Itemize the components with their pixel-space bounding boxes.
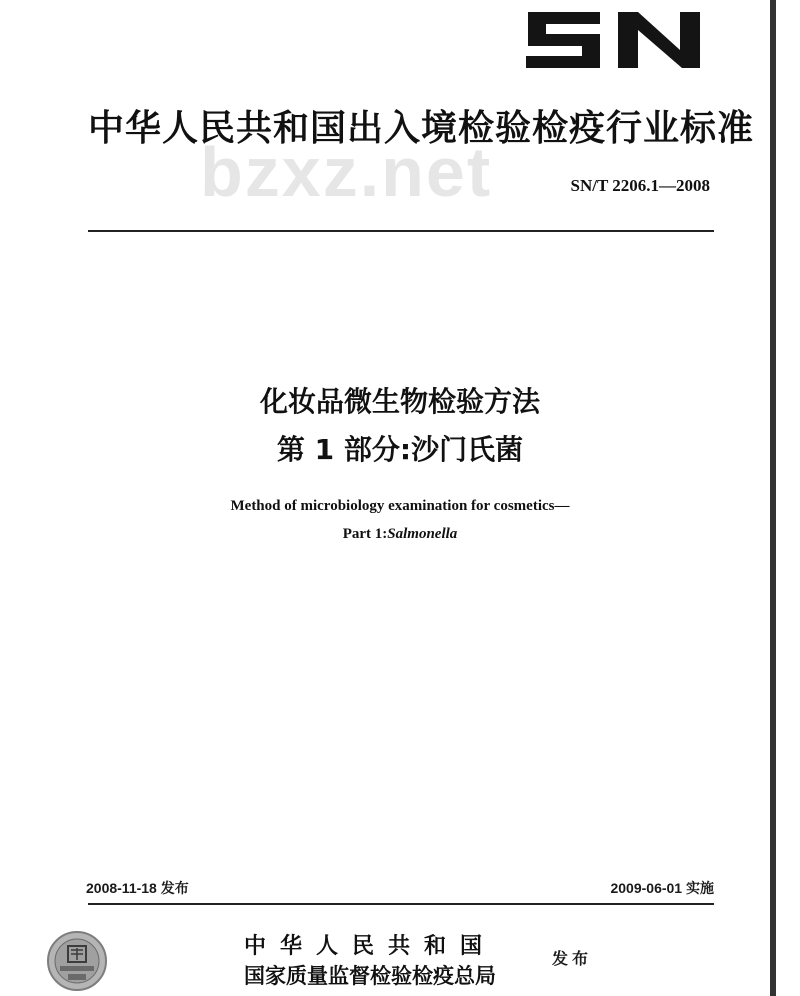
english-title-line-1: Method of microbiology examination for cosmetics—	[230, 498, 570, 514]
standard-number: SN/T 2206.1—2008	[570, 176, 710, 195]
english-title-line-2	[100, 520, 700, 548]
sn-logo	[520, 6, 710, 72]
sn-logo-icon	[520, 6, 710, 72]
english-title-organism: Salmonella	[387, 526, 458, 542]
implementation-date: 2009-06-01 实施	[610, 880, 714, 896]
issuing-authority	[200, 932, 540, 990]
chinese-title-line-2: 第 1 部分:沙门氏菌	[276, 433, 524, 466]
watermark: bzxz.net	[200, 133, 493, 211]
issue-date: 2008-11-18 发布	[86, 880, 189, 896]
english-title	[100, 492, 700, 548]
english-title-part: Part 1:	[342, 526, 388, 542]
issued-label: 发布	[552, 949, 593, 968]
issuer-line-1: 中华人民共和国	[243, 934, 496, 959]
chinese-title	[100, 378, 700, 474]
chinese-title-line-1: 化妆品微生物检验方法	[259, 385, 540, 418]
seal-icon	[46, 930, 108, 992]
industry-standard-title: 中华人民共和国出入境检验检疫行业标准	[88, 108, 755, 149]
bottom-divider	[88, 903, 714, 905]
page-edge-border	[770, 0, 776, 996]
issuer-line-2: 国家质量监督检验检疫总局	[244, 964, 496, 988]
top-divider	[88, 230, 714, 232]
